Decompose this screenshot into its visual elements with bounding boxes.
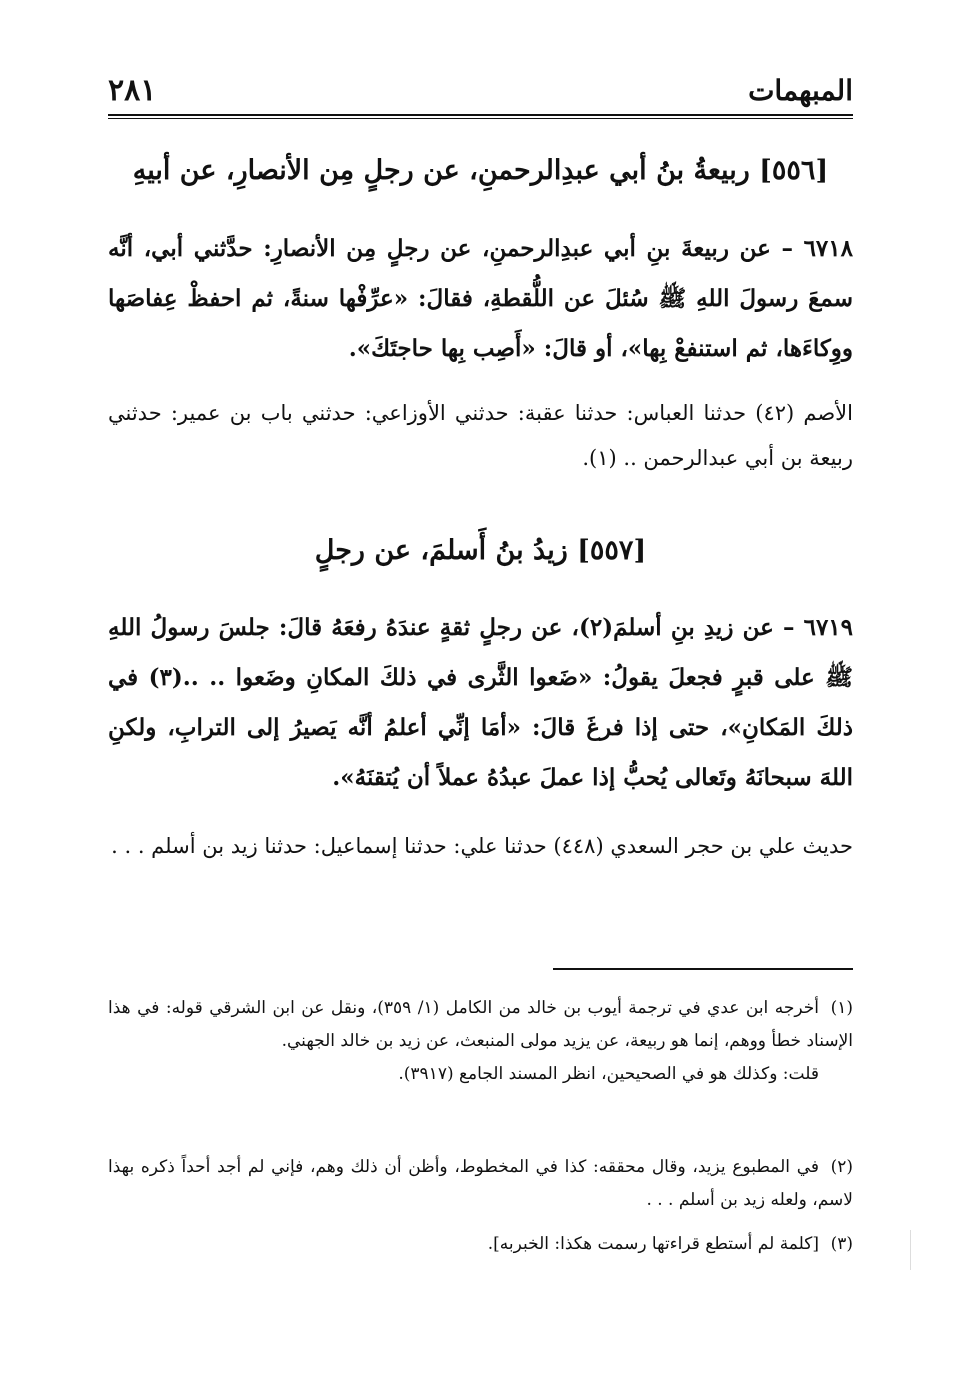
footnote-number: (١): [830, 998, 853, 1018]
header-rule: [108, 114, 853, 116]
footnote-2: [108, 1151, 853, 1217]
footnote-text: أخرجه ابن عدي في ترجمة أيوب بن خالد من الكامل (١/ ٣٥٩)، ونقل عن ابن الشرقي قوله: في هذا الإسناد خطأ ووهم، إنما هو ربيعة، عن يزيد مولى المنبعث، عن زيد بن خالد الجهني.: [108, 998, 853, 1051]
footnote-text: في المطبوع يزيد، وقال محققه: كذا في المخطوط، وأظن أن ذلك وهم، فإني لم أجد أحداً ذكره بهذا لاسم، ولعله زيد بن أسلم . . .: [108, 1157, 853, 1210]
page-header: [108, 72, 853, 108]
section-heading-557: [٥٥٧] زيدُ بنُ أَسلمَ، عن رجلٍ: [314, 535, 647, 566]
header-rule-thin: [108, 118, 853, 119]
footnote-3: [108, 1228, 853, 1261]
footnote-separator: [553, 968, 853, 970]
source-note-557: حديث علي بن حجر السعدي (٤٤٨) حدثنا علي: حدثنا إسماعيل: حدثنا زيد بن أسلم . . .: [111, 834, 853, 858]
footnote-number: (٣): [830, 1234, 853, 1254]
running-title: المبهمات: [748, 74, 853, 107]
hadith-6718: ٦٧١٨ – عن ربيعةَ بنِ أبي عبدِالرحمنِ، عن رجلٍ مِن الأنصارِ: حدَّثني أبي، أنَّه سمعَ رسولَ اللهِ ﷺ سُئلَ عن اللُّقطةِ، فقالَ: «عرِّفْها سنةً، ثم احفظْ عِفاصَها ووِكاءَها، ثم استنفعْ بِها»، أو قالَ: «أَصِب بِها حاجتَكَ».: [108, 235, 853, 362]
footnote-1: [108, 992, 853, 1091]
footnote-text: [كلمة لم أستطع قراءتها رسمت هكذا: الخبربه].: [487, 1234, 819, 1254]
page-number: ٢٨١: [108, 73, 157, 108]
margin-mark: [910, 1230, 911, 1270]
source-note-556: الأصم (٤٢) حدثنا العباس: حدثنا عقبة: حدثني الأوزاعي: حدثني باب بن عمير: حدثني ربيعة بن أبي عبدالرحمن .. (١).: [108, 401, 853, 470]
section-heading-556: [٥٥٦] ربيعةُ بنُ أبي عبدِالرحمنِ، عن رجلٍ مِن الأنصارِ، عن أبيهِ: [132, 155, 829, 186]
footnote-number: (٢): [830, 1157, 853, 1177]
hadith-6719: ٦٧١٩ – عن زيدِ بنِ أسلمَ(٢)، عن رجلٍ ثقةٍ عندَهُ رفعَهُ قالَ: جلسَ رسولُ اللهِ ﷺ على قبرٍ فجعلَ يقولُ: «ضَعوا الثَّرى في ذلكَ المكانِ وضَعوا .. ..(٣) في ذلكَ المَكانِ»، حتى إذا فرغَ قالَ: «أمَا إنِّي أعلمُ أنَّه يَصيرُ إلى الترابِ، ولكنِ اللهَ سبحانَهُ وتَعالى يُحبُّ إذا عملَ عبدُهُ عملاً أن يُتقنَهُ».: [108, 614, 854, 791]
footnote-text: قلت: وكذلك هو في الصحيحين، انظر المسند الجامع (٣٩١٧).: [398, 1064, 819, 1084]
